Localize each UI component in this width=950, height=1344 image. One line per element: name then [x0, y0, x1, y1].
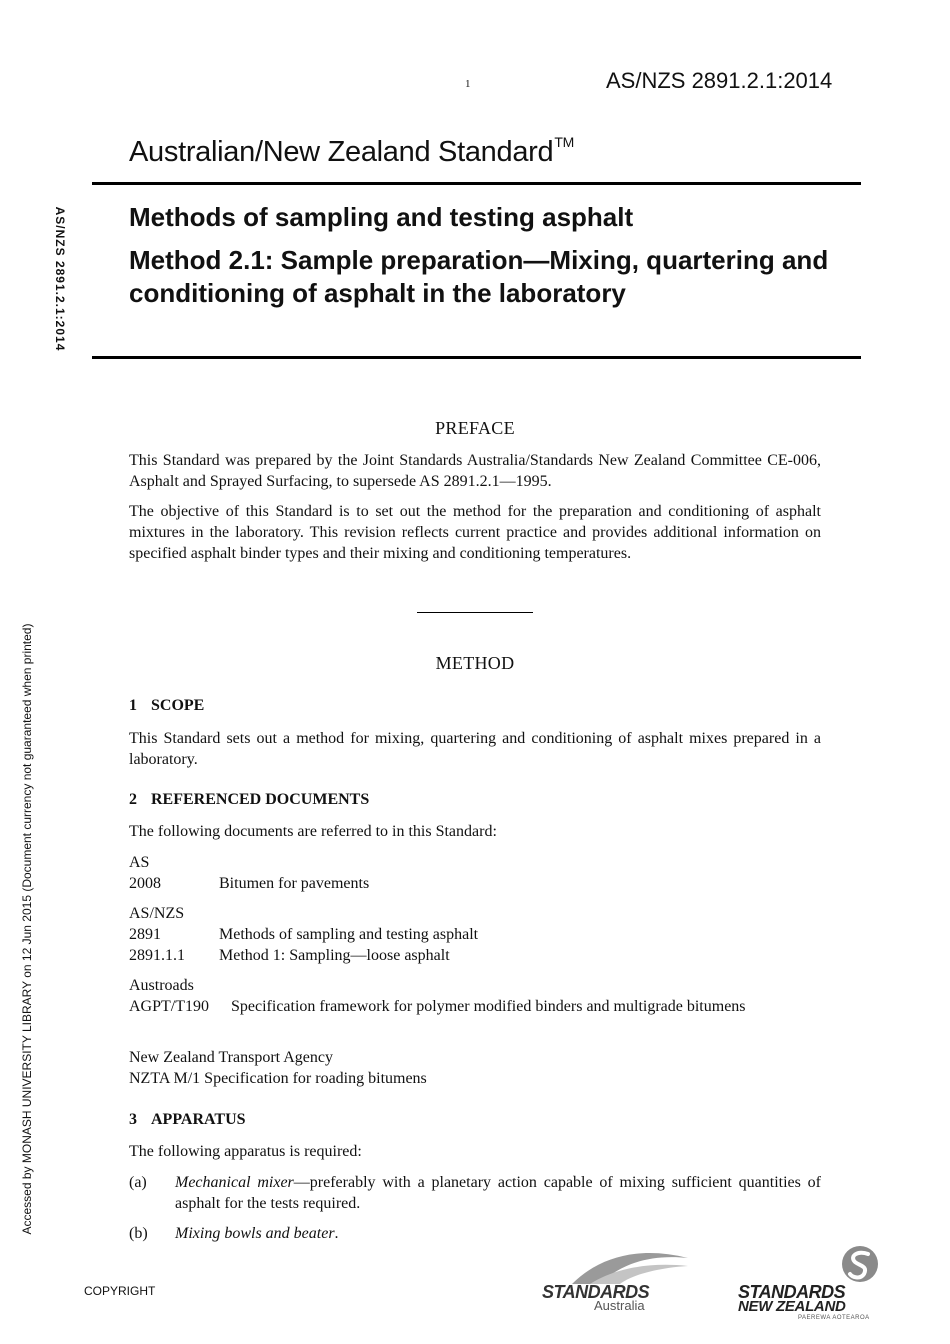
references-intro: The following documents are referred to in this Standard:: [129, 823, 497, 840]
reference-code: NZTA M/1: [129, 1070, 201, 1087]
swoosh-icon: [570, 1246, 690, 1286]
scope-number: 1: [129, 697, 137, 714]
reference-entry: [129, 1068, 427, 1089]
logo-snz-line3: PAEREWA AOTEAROA: [798, 1315, 870, 1321]
reference-entry: [129, 996, 821, 1017]
reference-org: AS/NZS: [129, 905, 185, 922]
document-code: AS/NZS 2891.2.1:2014: [606, 68, 833, 93]
apparatus-item: [129, 1223, 821, 1244]
standard-title-text: Australian/New Zealand Standard: [129, 136, 554, 168]
title-rule-bottom: [92, 356, 861, 359]
standards-new-zealand-logo: [736, 1244, 876, 1324]
apparatus-item-term: Mechanical mixer: [175, 1174, 294, 1191]
reference-code: 2891: [129, 926, 161, 943]
page-number: 1: [465, 78, 471, 90]
reference-title: Bitumen for pavements: [219, 875, 370, 892]
reference-title: Specification framework for polymer modified binders and multigrade bitumens: [231, 998, 746, 1015]
preface-heading: PREFACE: [435, 418, 515, 438]
reference-org: New Zealand Transport Agency: [129, 1049, 333, 1066]
logo-sa-name: STANDARDS: [542, 1282, 650, 1302]
apparatus-item: [129, 1172, 821, 1214]
standard-title: [129, 134, 574, 169]
apparatus-item-body: [175, 1172, 821, 1214]
logo-snz-line1: STANDARDS: [738, 1282, 846, 1302]
side-document-code: AS/NZS 2891.2.1:2014: [53, 206, 67, 352]
section-divider: [417, 612, 533, 613]
apparatus-heading: [129, 1111, 246, 1129]
reference-code: AGPT/T190: [129, 998, 209, 1015]
method-heading: METHOD: [435, 653, 515, 673]
apparatus-item-text: .: [334, 1225, 339, 1242]
apparatus-item-label: (a): [129, 1174, 147, 1191]
references-number: 2: [129, 791, 137, 808]
apparatus-item-label: (b): [129, 1225, 148, 1242]
apparatus-item-body: [175, 1223, 821, 1244]
apparatus-number: 3: [129, 1111, 137, 1128]
reference-title: Methods of sampling and testing asphalt: [219, 926, 479, 943]
trademark-symbol: TM: [554, 134, 574, 150]
reference-entry: [129, 873, 369, 894]
scope-title: SCOPE: [151, 697, 205, 714]
apparatus-title: APPARATUS: [151, 1111, 246, 1128]
apparatus-item-term: Mixing bowls and beater: [175, 1225, 335, 1242]
standards-australia-logo: [540, 1246, 690, 1316]
reference-code: 2008: [129, 875, 161, 892]
reference-code: 2891.1.1: [129, 947, 185, 964]
scope-text: This Standard sets out a method for mixing, quartering and conditioning of asphalt mixes prepared in a laboratory.: [129, 730, 821, 768]
series-title: Methods of sampling and testing asphalt: [129, 202, 634, 232]
logo-snz-line2: NEW ZEALAND: [738, 1298, 846, 1315]
logo-sa-sub: Australia: [594, 1298, 645, 1313]
access-note: Accessed by MONASH UNIVERSITY LIBRARY on 12 Jun 2015 (Document currency not guaranteed when printed): [20, 623, 34, 1235]
method-title: Method 2.1: Sample preparation—Mixing, quartering and conditioning of asphalt in the laboratory: [129, 245, 829, 308]
title-rule-top: [92, 182, 861, 185]
standards-nz-mark-icon: [840, 1244, 880, 1284]
references-heading: [129, 791, 369, 809]
preface-paragraph-2: The objective of this Standard is to set out the method for the preparation and conditioning of asphalt mixtures in the laboratory. This revision reflects current practice and provides additional information on specified asphalt binder types and their mixing and conditioning temperatures.: [129, 503, 821, 562]
references-title: REFERENCED DOCUMENTS: [151, 791, 370, 808]
reference-title: Method 1: Sampling—loose asphalt: [219, 947, 450, 964]
copyright-notice: COPYRIGHT: [84, 1284, 156, 1298]
apparatus-intro: The following apparatus is required:: [129, 1143, 362, 1160]
scope-heading: [129, 697, 204, 715]
reference-org: Austroads: [129, 977, 194, 994]
reference-entry: [129, 945, 450, 966]
preface-paragraph-1: This Standard was prepared by the Joint Standards Australia/Standards New Zealand Committee CE-006, Asphalt and Sprayed Surfacing, to supersede AS 2891.2.1—1995.: [129, 452, 821, 490]
reference-org: AS: [129, 854, 150, 871]
apparatus-item-text: —preferably with a planetary action capable of mixing sufficient quantities of asphalt for the tests required.: [175, 1174, 822, 1212]
reference-title: Specification for roading bitumens: [204, 1070, 427, 1087]
reference-entry: [129, 924, 478, 945]
